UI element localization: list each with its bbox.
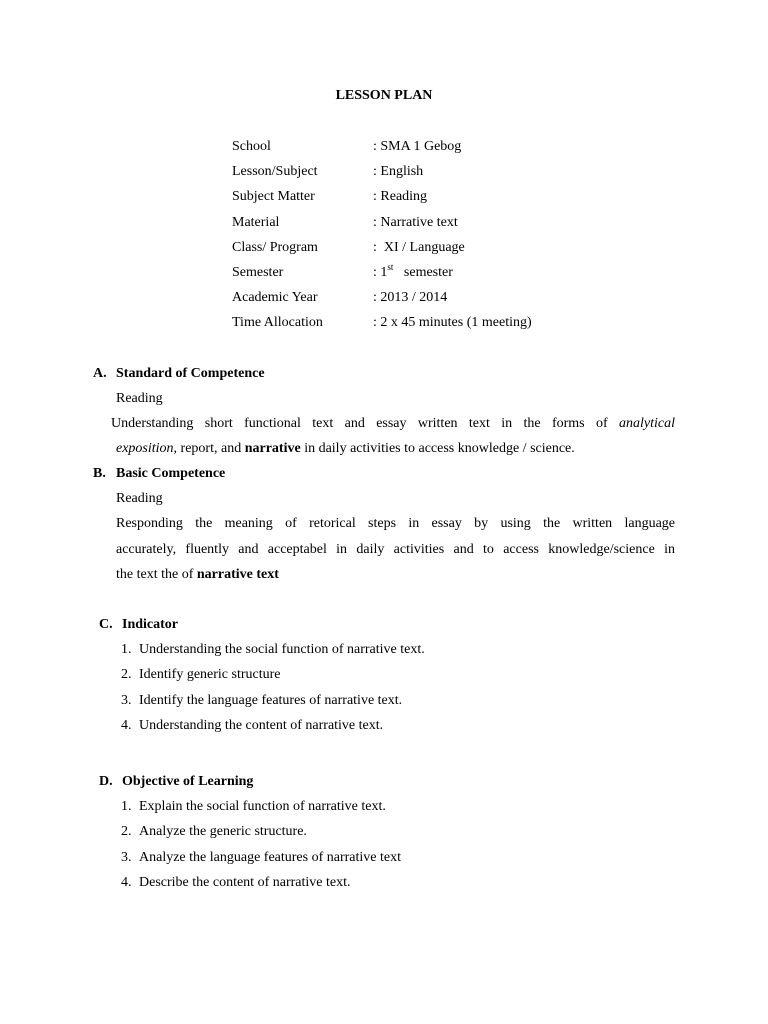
list-item-text: Understanding the content of narrative text. [139,718,384,733]
section-a-skill: Reading [116,391,163,406]
list-item-number: 1. [121,799,132,814]
info-label-subject: Lesson/Subject [232,164,318,179]
section-d-heading [99,773,253,791]
section-a-line2-text-a: , report, and [173,441,245,456]
list-item-number: 2. [121,824,132,839]
section-b-heading [93,465,225,483]
list-item [121,717,383,735]
section-c-heading [99,616,178,634]
section-b-paragraph-line-2: accurately, fluently and acceptabel in daily activities and to access knowledge/science in [116,542,675,557]
list-item [121,666,281,684]
list-item [121,874,350,892]
info-value-academic-year: : 2013 / 2014 [373,290,448,305]
info-label-subject-matter: Subject Matter [232,189,315,204]
info-label-time: Time Allocation [232,315,323,330]
list-item-number: 3. [121,693,132,708]
info-value-material: : Narrative text [373,215,458,230]
info-value-subject-matter: : Reading [373,189,428,204]
list-item-text: Analyze the generic structure. [139,824,307,839]
section-a-line1-italic: analytical [619,416,675,431]
section-a-line2-text-b: in daily activities to access knowledge / science. [300,441,575,456]
list-item-text: Explain the social function of narrative text. [139,799,386,814]
semester-number: : 1 [373,265,388,280]
semester-word: semester [393,265,453,280]
section-d-title: Objective of Learning [122,774,254,789]
info-label-class: Class/ Program [232,240,318,255]
section-a-line2-italic: exposition [116,441,174,456]
section-a-letter: A. [93,366,107,381]
section-a-line1-text: Understanding short functional text and essay written text in the forms of [111,416,608,431]
info-label-semester: Semester [232,265,284,280]
list-item-text: Understanding the social function of narrative text. [139,642,425,657]
section-b-letter: B. [93,466,106,481]
info-value-class: : XI / Language [373,240,465,255]
list-item [121,641,425,659]
list-item [121,849,401,867]
section-c-title: Indicator [122,617,178,632]
list-item-number: 3. [121,850,132,865]
section-c-letter: C. [99,617,113,632]
page-title: LESSON PLAN [335,88,433,103]
list-item-number: 2. [121,667,132,682]
section-a-line2-bold: narrative [244,441,301,456]
section-a-title: Standard of Competence [116,366,265,381]
list-item-text: Describe the content of narrative text. [139,875,351,890]
section-b-title: Basic Competence [116,466,226,481]
list-item-text: Identify generic structure [139,667,281,682]
section-a-paragraph-line-2 [116,440,575,458]
info-label-academic-year: Academic Year [232,290,318,305]
list-item [121,692,402,710]
section-b-paragraph-line-1: Responding the meaning of retorical steps in essay by using the written language [116,516,675,531]
list-item-number: 4. [121,718,132,733]
list-item-text: Identify the language features of narrative text. [139,693,403,708]
info-value-school: : SMA 1 Gebog [373,139,462,154]
list-item-text: Analyze the language features of narrative text [139,850,401,865]
info-value-semester [373,264,453,282]
info-value-time: : 2 x 45 minutes (1 meeting) [373,315,532,330]
info-label-school: School [232,139,271,154]
list-item [121,823,307,841]
section-b-line3-text: the text the of [116,567,197,582]
semester-ordinal: st [387,262,394,272]
info-label-material: Material [232,215,280,230]
info-value-subject: : English [373,164,424,179]
section-d-letter: D. [99,774,113,789]
section-b-line3-bold: narrative text [196,567,279,582]
list-item-number: 1. [121,642,132,657]
section-b-skill: Reading [116,491,163,506]
list-item [121,798,386,816]
section-a-paragraph-line-1 [111,415,675,433]
section-b-paragraph-line-3 [116,566,279,584]
section-a-heading [93,365,265,383]
list-item-number: 4. [121,875,132,890]
